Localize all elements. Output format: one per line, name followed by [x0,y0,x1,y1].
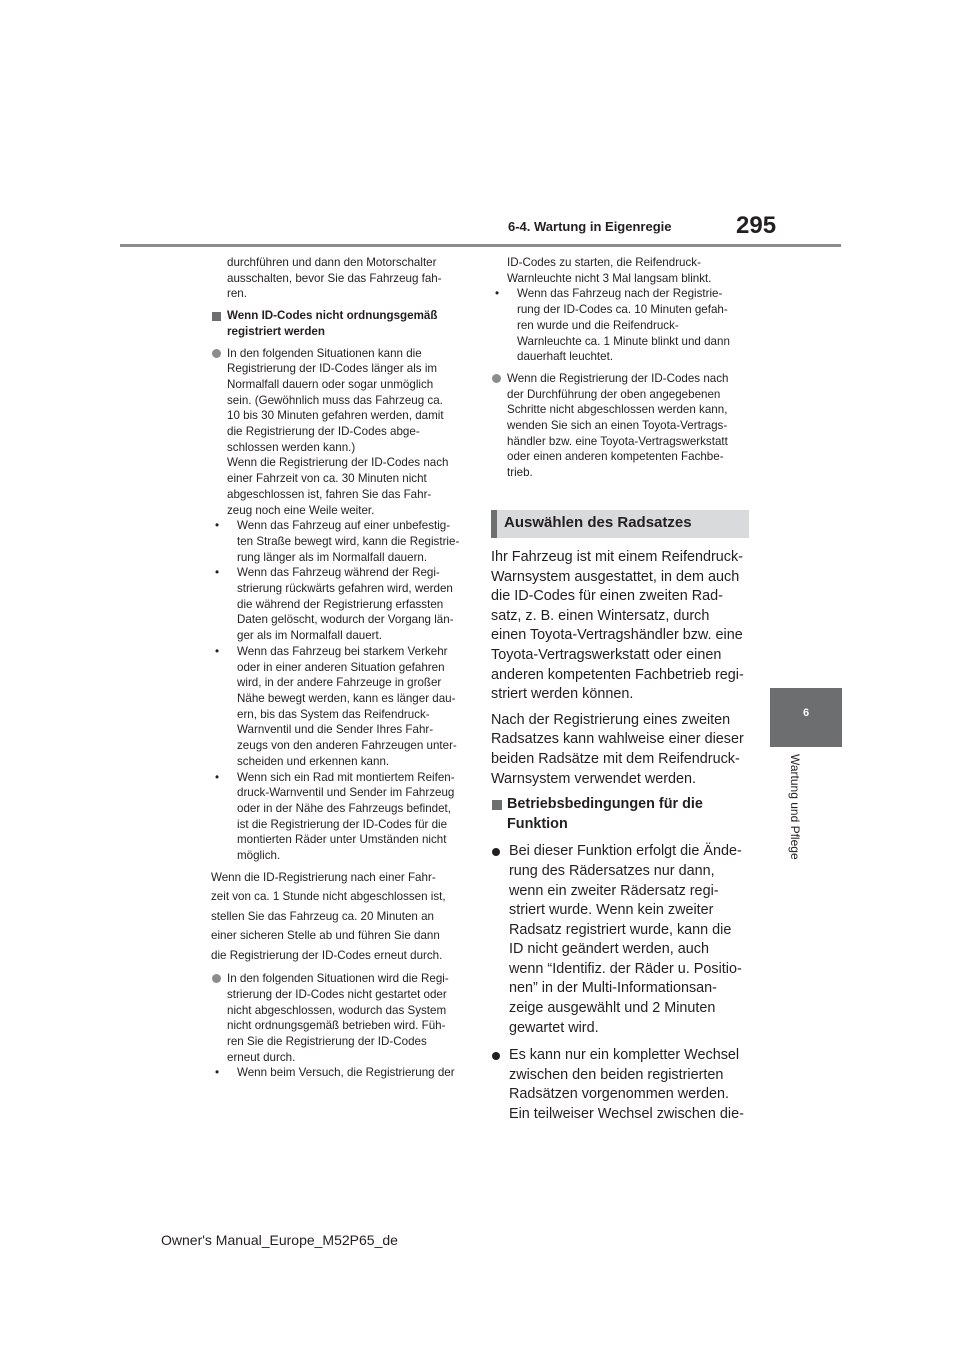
text-line: Ein teilweiser Wechsel zwischen die- [509,1106,744,1123]
text-line: stellen Sie das Fahrzeug ca. 20 Minuten an [211,909,434,923]
text-line: möglich. [237,849,281,863]
bullet-item [491,286,753,365]
text-line: Wenn das Fahrzeug nach der Registrie- [517,287,723,301]
text-line: die Registrierung der ID-Codes erneut durch. [211,948,443,962]
paragraph-second-set [491,711,753,789]
bullet-item [211,1065,473,1081]
text-line: Daten gelöscht, wodurch der Vorgang län- [237,613,454,627]
subheading-conditions [491,795,753,834]
right-column-body [491,548,753,1125]
text-line: beiden Radsätze mit dem Reifendruck- [491,750,740,767]
text-line: nen” in der Multi-Informationsan- [509,980,717,997]
note-registration-failed [211,971,473,1065]
text-line: Warnleuchte ca. 1 Minute blinkt und dann [517,334,730,348]
note-registration-delay [211,346,473,519]
text-line: zeugs von den anderen Fahrzeugen unter- [237,739,457,753]
text-line: einer sicheren Stelle ab und führen Sie dann [211,929,440,943]
text-line: striert werden können. [491,686,634,703]
text-line: Bei dieser Funktion erfolgt die Ände- [509,843,742,860]
text-line: dauerhaft leuchtet. [517,350,614,364]
text-line: die ID-Codes für einen zweiten Rad- [491,588,723,605]
text-line: anderen kompetenten Fachbetrieb regi- [491,666,744,683]
text-line: gewartet wird. [509,1019,599,1036]
text-line: Wenn die ID-Registrierung nach einer Fahr- [211,870,436,884]
text-line: nicht abgeschlossen, wodurch das System [227,1003,447,1017]
text-line: rung der ID-Codes ca. 10 Minuten gefah- [517,303,728,317]
header-rule [120,244,841,247]
text-line: zeug noch eine Weile weiter. [227,503,375,517]
text-line: Es kann nur ein kompletter Wechsel [509,1047,740,1064]
section-heading-text: Auswählen des Radsatzes [504,514,692,531]
text-line: ren Sie die Registrierung der ID-Codes [227,1035,427,1049]
text-line: In den folgenden Situationen wird die Regi- [227,972,449,986]
text-line: Radsätzen vorgenommen werden. [509,1086,729,1103]
bullet-item [211,518,473,565]
text-line: Toyota-Vertragswerkstatt oder einen [491,646,722,663]
section-title: 6-4. Wartung in Eigenregie [508,219,672,234]
page-number: 295 [736,212,777,239]
text-line: wenden Sie sich an einen Toyota-Vertrags- [507,419,728,433]
text-line: Wenn die Registrierung der ID-Codes nach [227,456,449,470]
text-line: Wenn das Fahrzeug auf einer unbefestig- [237,519,451,533]
text-line: Nähe bewegt werden, kann es länger dau- [237,691,456,705]
text-line: ren. [227,287,247,301]
text-line: Schritte nicht abgeschlossen werden kann, [507,403,728,417]
text-line: strierung rückwärts gefahren wird, werden [237,582,453,596]
text-line: Betriebsbedingungen für die [507,796,703,813]
text-line: ID-Codes zu starten, die Reifendruck- [507,256,701,269]
bullet-item [211,565,473,644]
text-line: satz, z. B. einen Wintersatz, durch [491,607,710,624]
text-line: rung des Rädersatzes nur dann, [509,862,715,879]
text-line: 10 bis 30 Minuten gefahren werden, damit [227,409,444,423]
text-line: die während der Registrierung erfassten [237,597,444,611]
dot-item-complete-change [491,1046,753,1124]
right-column-top [491,255,753,481]
text-line: Wenn das Fahrzeug während der Regi- [237,566,440,580]
text-line: sein. (Gewöhnlich muss das Fahrzeug ca. [227,393,443,407]
text-line: Warnsystem verwendet werden. [491,770,697,787]
text-line: einen Toyota-Vertragshändler bzw. eine [491,627,743,644]
subheading-id-codes [211,308,473,339]
text-line: einer Fahrzeit von ca. 30 Minuten nicht [227,472,427,486]
text-line: Registrierung der ID-Codes länger als im [227,362,438,376]
text-line: scheiden und erkennen kann. [237,754,390,768]
text-line: oder in der Nähe des Fahrzeugs befindet, [237,801,451,815]
text-line: ausschalten, bevor Sie das Fahrzeug fah- [227,271,442,285]
text-line: schlossen werden kann.) [227,440,356,454]
text-line: Nach der Registrierung eines zweiten [491,711,731,728]
text-line: ten Straße bewegt wird, kann die Registrie- [237,534,460,548]
text-line: zwischen den beiden registrierten [509,1066,724,1083]
text-line: registriert werden [227,324,325,338]
plain-paragraph [211,868,473,966]
text-line: Wenn die Registrierung der ID-Codes nach [507,371,729,385]
section-heading-bar [491,510,497,538]
text-line: striert wurde. Wenn kein zweiter [509,902,714,919]
bullet-item [211,644,473,770]
text-line: händler bzw. eine Toyota-Vertragswerkstatt [507,434,728,448]
intro-text [211,255,473,302]
text-line: ern, bis das System das Reifendruck- [237,707,430,721]
footer-text: Owner's Manual_Europe_M52P65_de [161,1232,398,1248]
text-line: Radsatz registriert wurde, kann die [509,921,732,938]
text-line: Funktion [507,815,568,832]
text-line: Radsatzes kann wahlweise einer dieser [491,731,744,748]
text-line: rung länger als im Normalfall dauern. [237,550,428,564]
text-line: erneut durch. [227,1050,296,1064]
text-line: trieb. [507,466,533,480]
text-line: strierung der ID-Codes nicht gestartet oder [227,987,447,1001]
text-line: Wenn sich ein Rad mit montiertem Reifen- [237,770,455,784]
section-heading-box [491,510,749,538]
text-line: Normalfall dauern oder sogar unmöglich [227,377,434,391]
text-line: Wenn das Fahrzeug bei starkem Verkehr [237,644,448,658]
text-line: Warnventil und die Sender Ihres Fahr- [237,723,434,737]
text-line: ger als im Normalfall dauert. [237,629,382,643]
text-line: Wenn ID-Codes nicht ordnungsgemäß [227,309,438,323]
text-line: wird, in der andere Fahrzeuge in großer [237,676,442,690]
chapter-label [787,754,803,880]
left-column [211,255,473,1081]
text-line: Ihr Fahrzeug ist mit einem Reifendruck- [491,549,743,565]
text-line: Warnleuchte nicht 3 Mal langsam blinkt. [507,271,712,285]
text-line: wenn “Identifiz. der Räder u. Positio- [509,960,742,977]
bullet-item [211,770,473,864]
text-line: zeit von ca. 1 Stunde nicht abgeschlossen ist, [211,890,446,904]
paragraph-intro [491,548,753,705]
bullet-text: • Wenn beim Versuch, die Registrierung der [237,1066,455,1080]
text-line: ist die Registrierung der ID-Codes für die [237,817,448,831]
text-line: die Registrierung der ID-Codes abge- [227,425,420,439]
dot-item-change [491,842,753,1038]
text-line: ID nicht geändert werden, auch [509,941,709,958]
text-line: oder einen anderen kompetenten Fachbe- [507,450,724,464]
text-line: der Durchführung der oben angegebenen [507,387,721,401]
chapter-tab [770,688,842,747]
text-line: wenn ein zweiter Rädersatz regi- [509,882,719,899]
text-line: ren wurde und die Reifendruck- [517,318,679,332]
note-contact-dealer [491,371,753,481]
text-line: durchführen und dann den Motorschalter [227,256,437,269]
text-line: Warnsystem ausgestattet, in dem auch [491,568,740,585]
text-line: nicht ordnungsgemäß betrieben wird. Füh- [227,1019,446,1033]
bullet-list [211,518,473,863]
chapter-label-text: Wartung und Pflege [788,754,802,860]
text-line: oder in einer anderen Situation gefahren [237,660,445,674]
text-line: zeige ausgewählt und 2 Minuten [509,1000,716,1017]
text-line: abgeschlossen ist, fahren Sie das Fahr- [227,487,432,501]
text-line: In den folgenden Situationen kann die [227,346,422,360]
text-line: montierten Räder unter Umständen nicht [237,833,447,847]
continued-text [491,255,753,286]
chapter-number: 6 [802,707,810,719]
text-line: druck-Warnventil und Sender im Fahrzeug [237,786,455,800]
